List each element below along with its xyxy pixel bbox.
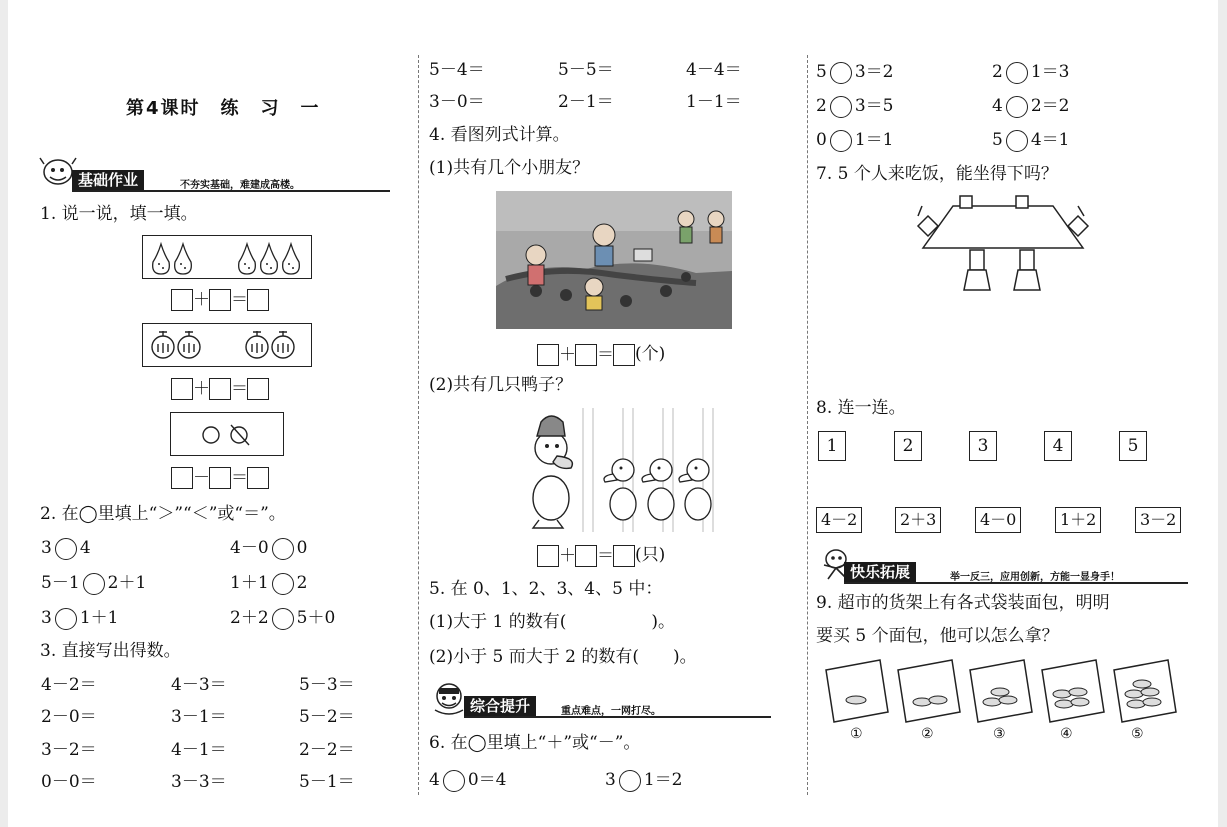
q3-item[interactable]: 4－4＝ [686,60,742,80]
bag-label: ④ [1060,726,1073,742]
section-fun-label: 快乐拓展 [844,562,916,582]
q3-title: 3. 直接写出得数。 [40,641,181,661]
compare-circle[interactable] [55,608,77,630]
match-expression[interactable]: 1＋2 [1055,507,1101,533]
q3-item[interactable]: 3－0＝ [429,92,485,112]
q1-equation-2: ＋ ＝ [171,377,269,400]
answer-box[interactable] [171,289,193,311]
operator-circle[interactable] [1006,96,1028,118]
q2-title: 2. 在◯里填上“＞”“＜”或“＝”。 [40,504,286,524]
q4-equation-2: ＋ ＝ (只) [537,544,665,567]
section-fun-subtitle: 举一反三，应用创新，方能一显身手！ [950,572,1120,583]
q1-title: 1. 说一说，填一填。 [40,204,198,224]
section-basic-rule [72,190,390,192]
column-divider [418,55,419,795]
q3-item[interactable]: 3－1＝ [171,707,227,727]
operator-circle[interactable] [1006,130,1028,152]
answer-box[interactable] [537,545,559,567]
lesson-title: 第4课时 练 习 一 [126,98,321,119]
answer-box[interactable] [171,467,193,489]
q3-item[interactable]: 3－3＝ [171,772,227,792]
apple-icons [143,324,311,366]
q3-item[interactable]: 1－1＝ [686,92,742,112]
pears-picture [142,235,312,279]
q1-equation-3: － ＝ [171,466,269,489]
q2-item: 3 4 [41,538,91,558]
q2-item: 2＋2 5＋0 [230,608,336,628]
match-number[interactable]: 4 [1044,431,1072,461]
q5-line2[interactable]: (2)小于 5 而大于 2 的数有( )。 [429,647,697,667]
q1-equation-1: ＋ ＝ [171,288,269,311]
q3-item[interactable]: 5－1＝ [299,772,355,792]
q3-item[interactable]: 3－2＝ [41,740,97,760]
match-number[interactable]: 1 [818,431,846,461]
compare-circle[interactable] [83,573,105,595]
q3-item[interactable]: 4－2＝ [41,675,97,695]
answer-box[interactable] [575,545,597,567]
q3-item[interactable]: 5－4＝ [429,60,485,80]
bag-label: ① [850,726,863,742]
q3-item[interactable]: 2－2＝ [299,740,355,760]
circle-icons [171,413,283,455]
q6-item: 3 1＝2 [605,770,683,790]
q2-item: 1＋1 2 [230,573,308,593]
match-number[interactable]: 5 [1119,431,1147,461]
table-chairs-illustration [908,192,1098,294]
section-basic-label: 基础作业 [72,170,144,190]
match-expression[interactable]: 2＋3 [895,507,941,533]
q8-title: 8. 连一连。 [816,398,906,418]
section-basic-subtitle: 不夯实基础，难建成高楼。 [180,180,300,191]
q2-item: 3 1＋1 [41,608,119,628]
q4-sub2: (2)共有几只鸭子？ [429,375,573,395]
apples-picture [142,323,312,367]
children-illustration [496,191,732,329]
answer-box[interactable] [171,378,193,400]
q6-item: 2 3＝5 [816,96,894,116]
q6-item: 2 1＝3 [992,62,1070,82]
circles-picture [170,412,284,456]
operator-circle[interactable] [443,770,465,792]
q7-title: 7. 5 个人来吃饭，能坐得下吗？ [816,164,1058,184]
q5-title: 5. 在 0、1、2、3、4、5 中： [429,579,663,599]
q3-item[interactable]: 5－5＝ [558,60,614,80]
compare-circle[interactable] [272,573,294,595]
match-expression[interactable]: 4－0 [975,507,1021,533]
compare-circle[interactable] [272,538,294,560]
q3-item[interactable]: 5－2＝ [299,707,355,727]
q5-line1[interactable]: (1)大于 1 的数有( )。 [429,612,675,632]
bag-label: ② [921,726,934,742]
column-divider [807,55,808,795]
q2-item: 5－1 2＋1 [41,573,147,593]
answer-box[interactable] [613,344,635,366]
bag-label: ⑤ [1131,726,1144,742]
answer-box[interactable] [537,344,559,366]
q2-item: 4－0 0 [230,538,308,558]
q3-item[interactable]: 5－3＝ [299,675,355,695]
answer-box[interactable] [247,467,269,489]
answer-box[interactable] [247,378,269,400]
q3-item[interactable]: 0－0＝ [41,772,97,792]
q4-title: 4. 看图列式计算。 [429,125,570,145]
operator-circle[interactable] [830,96,852,118]
match-number[interactable]: 3 [969,431,997,461]
answer-box[interactable] [247,289,269,311]
match-expression[interactable]: 4－2 [816,507,862,533]
ducks-illustration [513,408,723,532]
q3-item[interactable]: 2－1＝ [558,92,614,112]
q4-equation-1: ＋ ＝ (个) [537,343,665,366]
pear-icons [143,236,311,278]
answer-box[interactable] [209,378,231,400]
operator-circle[interactable] [619,770,641,792]
compare-circle[interactable] [272,608,294,630]
operator-circle[interactable] [830,130,852,152]
answer-box[interactable] [209,289,231,311]
q6-item: 0 1＝1 [816,130,894,150]
q3-item[interactable]: 2－0＝ [41,707,97,727]
match-number[interactable]: 2 [894,431,922,461]
q6-title: 6. 在◯里填上“＋”或“－”。 [429,733,641,753]
answer-box[interactable] [613,545,635,567]
match-expression[interactable]: 3－2 [1135,507,1181,533]
worksheet-page [8,0,1218,827]
q6-item: 5 3＝2 [816,62,894,82]
section-comp-subtitle: 重点难点，一网打尽。 [561,706,661,717]
section-comp-rule [464,716,771,718]
answer-box[interactable] [209,467,231,489]
operator-circle[interactable] [830,62,852,84]
section-fun-rule [844,582,1188,584]
compare-circle[interactable] [55,538,77,560]
section-comp-label: 综合提升 [464,696,536,716]
bread-bags-illustration [822,656,1182,724]
operator-circle[interactable] [1006,62,1028,84]
q4-sub1: (1)共有几个小朋友？ [429,158,590,178]
q6-item: 4 0＝4 [429,770,507,790]
q6-item: 4 2＝2 [992,96,1070,116]
bag-label: ③ [993,726,1006,742]
q6-item: 5 4＝1 [992,130,1070,150]
q3-item[interactable]: 4－3＝ [171,675,227,695]
answer-box[interactable] [575,344,597,366]
q9-line2: 要买 5 个面包，他可以怎么拿？ [816,626,1059,646]
q3-item[interactable]: 4－1＝ [171,740,227,760]
q9-line1: 9. 超市的货架上有各式袋装面包，明明 [816,593,1110,613]
